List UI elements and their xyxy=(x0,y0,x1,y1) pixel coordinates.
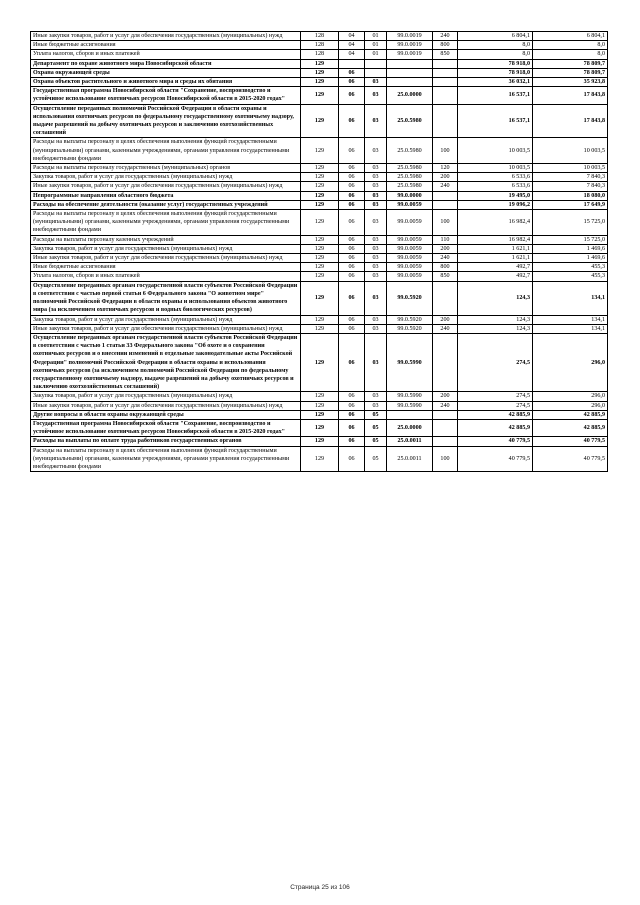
row-pr-cell xyxy=(339,59,365,68)
row-name-cell: Непрограммные направления областного бюджета xyxy=(31,191,301,200)
row-sum-2020-cell: 78 809,7 xyxy=(533,59,608,68)
row-sum-2020-cell: 42 885,9 xyxy=(533,419,608,436)
row-pr-cell: 04 xyxy=(339,41,365,50)
row-pr-cell: 06 xyxy=(339,410,365,419)
row-rz-cell: 129 xyxy=(301,254,339,263)
row-rz-cell: 129 xyxy=(301,315,339,324)
row-pr-cell: 06 xyxy=(339,324,365,333)
row-sum-2020-cell: 17 843,8 xyxy=(533,104,608,138)
row-name-cell: Закупка товаров, работ и услуг для государственных (муниципальных) нужд xyxy=(31,392,301,401)
row-csr-cell: 99.0.0059 xyxy=(387,272,433,281)
row-sum-2020-cell: 134,1 xyxy=(533,315,608,324)
row-rz-cell: 128 xyxy=(301,50,339,59)
row-csr-cell xyxy=(387,59,433,68)
page-footer xyxy=(0,884,640,891)
row-csr-cell: 99.0.5990 xyxy=(387,401,433,410)
row-rz-cell: 129 xyxy=(301,333,339,391)
row-sum-2020-cell: 296,0 xyxy=(533,333,608,391)
row-pp-cell: 01 xyxy=(365,50,387,59)
row-sum-2019-cell: 78 918,0 xyxy=(458,59,533,68)
row-name-cell: Государственная программа Новосибирской области "Сохранение, воспроизводство и устойчивое использование охотничьих ресурсов Новосибирской области в 2015-2020 годах" xyxy=(31,419,301,436)
row-csr-cell: 99.0.0059 xyxy=(387,263,433,272)
row-sum-2019-cell: 274,5 xyxy=(458,401,533,410)
row-pr-cell: 06 xyxy=(339,164,365,173)
budget-table xyxy=(30,31,608,472)
row-sum-2020-cell: 78 809,7 xyxy=(533,68,608,77)
row-rz-cell: 129 xyxy=(301,324,339,333)
row-vr-cell xyxy=(433,419,458,436)
row-vr-cell: 240 xyxy=(433,32,458,41)
row-pr-cell: 06 xyxy=(339,419,365,436)
row-pr-cell: 06 xyxy=(339,263,365,272)
row-name-cell: Иные закупки товаров, работ и услуг для обеспечения государственных (муниципальных) нужд xyxy=(31,32,301,41)
row-sum-2020-cell: 8,0 xyxy=(533,50,608,59)
row-pp-cell: 03 xyxy=(365,401,387,410)
row-rz-cell: 129 xyxy=(301,59,339,68)
table-row xyxy=(31,210,608,236)
row-pr-cell: 06 xyxy=(339,333,365,391)
row-name-cell: Уплата налогов, сборов и иных платежей xyxy=(31,50,301,59)
table-row xyxy=(31,315,608,324)
row-sum-2019-cell: 19 096,2 xyxy=(458,200,533,209)
row-sum-2020-cell: 455,3 xyxy=(533,263,608,272)
row-vr-cell xyxy=(433,410,458,419)
table-row xyxy=(31,173,608,182)
row-csr-cell: 99.0.5920 xyxy=(387,281,433,315)
row-sum-2019-cell: 10 003,5 xyxy=(458,138,533,164)
table-row xyxy=(31,272,608,281)
row-csr-cell: 99.0.5990 xyxy=(387,333,433,391)
row-csr-cell: 25.0.5980 xyxy=(387,164,433,173)
row-sum-2019-cell: 6 533,6 xyxy=(458,182,533,191)
row-vr-cell: 120 xyxy=(433,164,458,173)
row-vr-cell xyxy=(433,104,458,138)
row-vr-cell: 200 xyxy=(433,173,458,182)
row-name-cell: Иные закупки товаров, работ и услуг для обеспечения государственных (муниципальных) нужд xyxy=(31,254,301,263)
table-row xyxy=(31,281,608,315)
row-rz-cell: 129 xyxy=(301,191,339,200)
row-name-cell: Охрана объектов растительного и животного мира и среды их обитания xyxy=(31,78,301,87)
row-csr-cell: 25.0.5980 xyxy=(387,173,433,182)
row-csr-cell: 25.0.0011 xyxy=(387,437,433,446)
row-vr-cell xyxy=(433,78,458,87)
row-name-cell: Осуществление переданных полномочий Российской Федерации в области охраны и использования охотничьих ресурсов по федеральному государственному охотничьему надзору, выдаче разрешений на добычу охотничьих ресурсов и заключению охотхозяйственных соглашений xyxy=(31,104,301,138)
row-pp-cell xyxy=(365,68,387,77)
table-row xyxy=(31,263,608,272)
row-pr-cell: 06 xyxy=(339,104,365,138)
row-sum-2020-cell: 10 003,5 xyxy=(533,164,608,173)
row-sum-2020-cell: 296,0 xyxy=(533,392,608,401)
row-csr-cell: 99.0.0019 xyxy=(387,32,433,41)
row-csr-cell: 25.0.0000 xyxy=(387,419,433,436)
row-pp-cell: 01 xyxy=(365,41,387,50)
row-sum-2020-cell: 15 725,0 xyxy=(533,235,608,244)
row-rz-cell: 129 xyxy=(301,104,339,138)
row-vr-cell: 850 xyxy=(433,272,458,281)
table-row xyxy=(31,419,608,436)
row-name-cell: Иные бюджетные ассигнования xyxy=(31,41,301,50)
row-sum-2019-cell: 16 537,1 xyxy=(458,104,533,138)
row-pp-cell: 03 xyxy=(365,104,387,138)
row-name-cell: Департамент по охране животного мира Новосибирской области xyxy=(31,59,301,68)
row-rz-cell: 129 xyxy=(301,68,339,77)
budget-table-sheet xyxy=(30,31,607,472)
row-pp-cell: 03 xyxy=(365,164,387,173)
row-sum-2019-cell: 10 003,5 xyxy=(458,164,533,173)
row-csr-cell: 99.0.0059 xyxy=(387,210,433,236)
row-pr-cell: 06 xyxy=(339,68,365,77)
row-name-cell: Расходы на выплаты персоналу казенных учреждений xyxy=(31,235,301,244)
row-sum-2020-cell: 17 649,9 xyxy=(533,200,608,209)
row-sum-2019-cell: 16 982,4 xyxy=(458,210,533,236)
row-vr-cell xyxy=(433,68,458,77)
row-pp-cell: 03 xyxy=(365,254,387,263)
row-sum-2020-cell: 42 885,9 xyxy=(533,410,608,419)
row-rz-cell: 129 xyxy=(301,173,339,182)
row-pr-cell: 06 xyxy=(339,200,365,209)
table-row xyxy=(31,437,608,446)
row-sum-2019-cell: 124,3 xyxy=(458,324,533,333)
row-sum-2019-cell: 19 495,0 xyxy=(458,191,533,200)
row-name-cell: Расходы на выплаты по оплате труда работников государственных органов xyxy=(31,437,301,446)
row-rz-cell: 129 xyxy=(301,437,339,446)
row-vr-cell: 240 xyxy=(433,254,458,263)
table-row xyxy=(31,78,608,87)
row-name-cell: Осуществление переданных органам государственной власти субъектов Российской Федерации в соответствии с частью 1 статьи 33 Федерального закона "Об охоте и о сохранении охотничьих ресурсов и о внесении изменений в отдельные законодательные акты Российской Федерации" полномочий Российской Федерации в области охраны и использования охотничьих ресурсов (за исключением полномочий Российской Федерации по федеральному государственному охотничьему надзору, выдаче разрешений на добычу охотничьих ресурсов и заключению охотхозяйственных соглашений) xyxy=(31,333,301,391)
row-rz-cell: 129 xyxy=(301,281,339,315)
row-rz-cell: 129 xyxy=(301,392,339,401)
row-name-cell: Расходы на выплаты персоналу в целях обеспечения выполнения функций государственными (муниципальными) органами, казенными учреждениями, органами управления государственными внебюджетными фондами xyxy=(31,210,301,236)
table-row xyxy=(31,410,608,419)
row-pp-cell: 05 xyxy=(365,446,387,472)
row-pp-cell: 03 xyxy=(365,263,387,272)
row-name-cell: Закупка товаров, работ и услуг для государственных (муниципальных) нужд xyxy=(31,244,301,253)
row-vr-cell: 200 xyxy=(433,315,458,324)
row-pr-cell: 06 xyxy=(339,401,365,410)
row-pp-cell: 05 xyxy=(365,419,387,436)
row-sum-2020-cell: 15 725,0 xyxy=(533,210,608,236)
row-name-cell: Другие вопросы в области охраны окружающей среды xyxy=(31,410,301,419)
row-rz-cell: 128 xyxy=(301,41,339,50)
row-sum-2020-cell: 296,0 xyxy=(533,401,608,410)
row-sum-2019-cell: 274,5 xyxy=(458,392,533,401)
row-sum-2020-cell: 8,0 xyxy=(533,41,608,50)
row-sum-2019-cell: 8,0 xyxy=(458,41,533,50)
row-sum-2019-cell: 42 885,9 xyxy=(458,419,533,436)
row-sum-2019-cell: 40 779,5 xyxy=(458,437,533,446)
row-pp-cell: 03 xyxy=(365,138,387,164)
row-vr-cell: 240 xyxy=(433,401,458,410)
row-name-cell: Иные закупки товаров, работ и услуг для обеспечения государственных (муниципальных) нужд xyxy=(31,324,301,333)
row-vr-cell: 240 xyxy=(433,182,458,191)
table-row xyxy=(31,138,608,164)
table-row xyxy=(31,59,608,68)
row-sum-2019-cell: 36 032,1 xyxy=(458,78,533,87)
row-rz-cell: 129 xyxy=(301,419,339,436)
row-pp-cell xyxy=(365,59,387,68)
row-pr-cell: 06 xyxy=(339,191,365,200)
row-csr-cell: 25.0.0011 xyxy=(387,446,433,472)
row-name-cell: Иные закупки товаров, работ и услуг для обеспечения государственных (муниципальных) нужд xyxy=(31,182,301,191)
row-vr-cell: 110 xyxy=(433,235,458,244)
row-name-cell: Закупка товаров, работ и услуг для государственных (муниципальных) нужд xyxy=(31,315,301,324)
row-pr-cell: 06 xyxy=(339,87,365,104)
row-pp-cell: 03 xyxy=(365,281,387,315)
row-pr-cell: 04 xyxy=(339,50,365,59)
row-rz-cell: 129 xyxy=(301,263,339,272)
row-pr-cell: 06 xyxy=(339,173,365,182)
row-pp-cell: 03 xyxy=(365,200,387,209)
row-sum-2020-cell: 1 469,6 xyxy=(533,244,608,253)
table-row xyxy=(31,164,608,173)
row-rz-cell: 129 xyxy=(301,78,339,87)
row-csr-cell: 25.0.5980 xyxy=(387,138,433,164)
row-sum-2019-cell: 1 621,1 xyxy=(458,254,533,263)
row-pp-cell: 05 xyxy=(365,410,387,419)
row-vr-cell: 850 xyxy=(433,50,458,59)
row-vr-cell xyxy=(433,59,458,68)
row-csr-cell: 99.0.0000 xyxy=(387,191,433,200)
row-vr-cell xyxy=(433,200,458,209)
row-csr-cell xyxy=(387,68,433,77)
row-pr-cell: 04 xyxy=(339,32,365,41)
row-pr-cell: 06 xyxy=(339,392,365,401)
row-sum-2019-cell: 78 918,0 xyxy=(458,68,533,77)
row-rz-cell: 129 xyxy=(301,446,339,472)
row-rz-cell: 129 xyxy=(301,272,339,281)
row-sum-2019-cell: 6 533,6 xyxy=(458,173,533,182)
row-csr-cell: 25.0.5980 xyxy=(387,104,433,138)
row-csr-cell: 99.0.5920 xyxy=(387,315,433,324)
row-pp-cell: 03 xyxy=(365,78,387,87)
row-pr-cell: 06 xyxy=(339,210,365,236)
row-sum-2019-cell: 274,5 xyxy=(458,333,533,391)
row-sum-2020-cell: 134,1 xyxy=(533,324,608,333)
row-vr-cell: 100 xyxy=(433,210,458,236)
row-vr-cell: 200 xyxy=(433,392,458,401)
row-pp-cell: 03 xyxy=(365,324,387,333)
row-csr-cell: 25.0.0000 xyxy=(387,87,433,104)
table-row xyxy=(31,244,608,253)
row-pr-cell: 06 xyxy=(339,244,365,253)
row-csr-cell: 99.0.5990 xyxy=(387,392,433,401)
row-sum-2020-cell: 40 779,5 xyxy=(533,446,608,472)
row-sum-2019-cell: 40 779,5 xyxy=(458,446,533,472)
row-csr-cell: 99.0.0059 xyxy=(387,235,433,244)
row-pp-cell: 03 xyxy=(365,333,387,391)
row-pr-cell: 06 xyxy=(339,235,365,244)
row-sum-2019-cell: 492,7 xyxy=(458,263,533,272)
row-pr-cell: 06 xyxy=(339,272,365,281)
row-pp-cell: 03 xyxy=(365,244,387,253)
table-row xyxy=(31,32,608,41)
row-name-cell: Закупка товаров, работ и услуг для государственных (муниципальных) нужд xyxy=(31,173,301,182)
row-vr-cell xyxy=(433,281,458,315)
table-row xyxy=(31,446,608,472)
row-sum-2020-cell: 6 804,1 xyxy=(533,32,608,41)
table-row xyxy=(31,68,608,77)
table-row xyxy=(31,401,608,410)
table-row xyxy=(31,235,608,244)
row-pr-cell: 06 xyxy=(339,254,365,263)
row-sum-2019-cell: 42 885,9 xyxy=(458,410,533,419)
row-name-cell: Осуществление переданных органам государственной власти субъектов Российской Федерации в соответствии с частью первой статьи 6 Федерального закона "О животном мире" полномочий Российской Федерации в области охраны и использования объектов животного мира (за исключением охотничьих ресурсов и водных биологических ресурсов) xyxy=(31,281,301,315)
row-vr-cell xyxy=(433,333,458,391)
row-vr-cell: 240 xyxy=(433,324,458,333)
row-csr-cell xyxy=(387,410,433,419)
row-pr-cell: 06 xyxy=(339,446,365,472)
row-sum-2020-cell: 17 843,8 xyxy=(533,87,608,104)
row-name-cell: Иные бюджетные ассигнования xyxy=(31,263,301,272)
row-csr-cell: 99.0.5920 xyxy=(387,324,433,333)
row-sum-2019-cell: 6 804,1 xyxy=(458,32,533,41)
row-vr-cell: 100 xyxy=(433,138,458,164)
table-row xyxy=(31,191,608,200)
row-rz-cell: 129 xyxy=(301,200,339,209)
row-rz-cell: 129 xyxy=(301,210,339,236)
row-name-cell: Государственная программа Новосибирской области "Сохранение, воспроизводство и устойчивое использование охотничьих ресурсов Новосибирской области в 2015-2020 годах" xyxy=(31,87,301,104)
row-vr-cell: 200 xyxy=(433,244,458,253)
row-rz-cell: 128 xyxy=(301,32,339,41)
row-name-cell: Расходы на выплаты персоналу в целях обеспечения выполнения функций государственными (муниципальными) органами, казенными учреждениями, органами управления государственными внебюджетными фондами xyxy=(31,446,301,472)
row-pp-cell: 03 xyxy=(365,173,387,182)
row-rz-cell: 129 xyxy=(301,244,339,253)
row-rz-cell: 129 xyxy=(301,182,339,191)
row-sum-2020-cell: 455,3 xyxy=(533,272,608,281)
row-csr-cell: 99.0.0019 xyxy=(387,41,433,50)
page-number-text: Страница 25 из 106 xyxy=(290,884,350,891)
row-name-cell: Иные закупки товаров, работ и услуг для обеспечения государственных (муниципальных) нужд xyxy=(31,401,301,410)
row-rz-cell: 129 xyxy=(301,138,339,164)
budget-table-body xyxy=(31,32,608,472)
row-vr-cell xyxy=(433,437,458,446)
row-vr-cell: 100 xyxy=(433,446,458,472)
row-sum-2020-cell: 134,1 xyxy=(533,281,608,315)
row-pp-cell: 03 xyxy=(365,235,387,244)
row-pr-cell: 06 xyxy=(339,281,365,315)
row-csr-cell: 99.0.0059 xyxy=(387,244,433,253)
row-sum-2019-cell: 124,3 xyxy=(458,281,533,315)
row-pp-cell: 03 xyxy=(365,182,387,191)
table-row xyxy=(31,182,608,191)
table-row xyxy=(31,41,608,50)
row-name-cell: Расходы на обеспечение деятельности (оказание услуг) государственных учреждений xyxy=(31,200,301,209)
row-rz-cell: 129 xyxy=(301,410,339,419)
row-csr-cell: 99.0.0059 xyxy=(387,200,433,209)
row-pp-cell: 03 xyxy=(365,87,387,104)
row-pr-cell: 06 xyxy=(339,437,365,446)
row-csr-cell: 25.0.5980 xyxy=(387,182,433,191)
row-rz-cell: 129 xyxy=(301,235,339,244)
table-row xyxy=(31,254,608,263)
row-sum-2019-cell: 1 621,1 xyxy=(458,244,533,253)
row-pr-cell: 06 xyxy=(339,138,365,164)
row-sum-2020-cell: 40 779,5 xyxy=(533,437,608,446)
row-vr-cell xyxy=(433,191,458,200)
row-sum-2019-cell: 492,7 xyxy=(458,272,533,281)
row-pp-cell: 05 xyxy=(365,437,387,446)
row-name-cell: Расходы на выплаты персоналу в целях обеспечения выполнения функций государственными (муниципальными) органами, казенными учреждениями, органами управления государственными внебюджетными фондами xyxy=(31,138,301,164)
row-rz-cell: 129 xyxy=(301,164,339,173)
row-vr-cell: 800 xyxy=(433,41,458,50)
row-pr-cell: 06 xyxy=(339,315,365,324)
row-pp-cell: 03 xyxy=(365,392,387,401)
table-row xyxy=(31,324,608,333)
table-row xyxy=(31,333,608,391)
row-csr-cell: 99.0.0059 xyxy=(387,254,433,263)
table-row xyxy=(31,50,608,59)
row-sum-2019-cell: 16 537,1 xyxy=(458,87,533,104)
row-pr-cell: 06 xyxy=(339,182,365,191)
row-vr-cell xyxy=(433,87,458,104)
row-sum-2020-cell: 1 469,6 xyxy=(533,254,608,263)
table-row xyxy=(31,87,608,104)
row-pp-cell: 03 xyxy=(365,272,387,281)
row-csr-cell xyxy=(387,78,433,87)
table-row xyxy=(31,200,608,209)
row-name-cell: Расходы на выплаты персоналу государственных (муниципальных) органов xyxy=(31,164,301,173)
row-pp-cell: 03 xyxy=(365,210,387,236)
row-sum-2020-cell: 18 080,0 xyxy=(533,191,608,200)
row-pp-cell: 03 xyxy=(365,315,387,324)
row-pr-cell: 06 xyxy=(339,78,365,87)
row-pp-cell: 01 xyxy=(365,32,387,41)
row-pp-cell: 03 xyxy=(365,191,387,200)
row-sum-2020-cell: 7 840,3 xyxy=(533,182,608,191)
row-sum-2020-cell: 7 840,3 xyxy=(533,173,608,182)
row-vr-cell: 800 xyxy=(433,263,458,272)
row-sum-2019-cell: 16 982,4 xyxy=(458,235,533,244)
table-row xyxy=(31,104,608,138)
row-sum-2019-cell: 124,3 xyxy=(458,315,533,324)
row-sum-2019-cell: 8,0 xyxy=(458,50,533,59)
row-rz-cell: 129 xyxy=(301,401,339,410)
row-rz-cell: 129 xyxy=(301,87,339,104)
table-row xyxy=(31,392,608,401)
row-sum-2020-cell: 35 923,8 xyxy=(533,78,608,87)
row-name-cell: Уплата налогов, сборов и иных платежей xyxy=(31,272,301,281)
row-csr-cell: 99.0.0019 xyxy=(387,50,433,59)
row-sum-2020-cell: 10 003,5 xyxy=(533,138,608,164)
row-name-cell: Охрана окружающей среды xyxy=(31,68,301,77)
